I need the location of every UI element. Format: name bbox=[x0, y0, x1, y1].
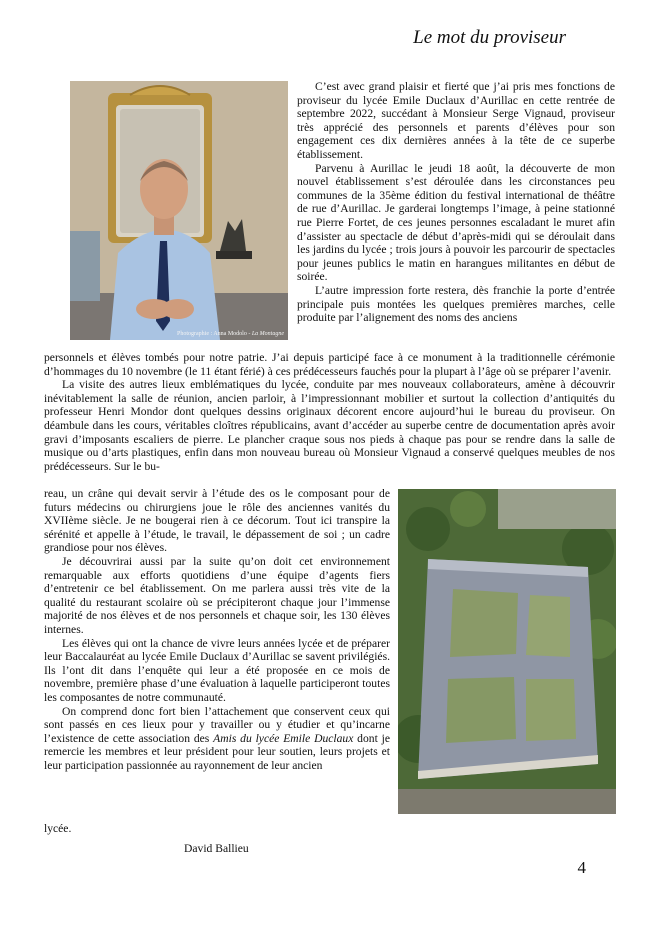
signature: David Ballieu bbox=[184, 842, 249, 855]
page-title: Le mot du proviseur bbox=[413, 27, 566, 48]
paragraph-3-end: personnels et élèves tombés pour notre patrie. J’ai depuis participé face à ce monument à la traditionnelle cérémonie d’hommages du 10 novembre (le 11 étant férié) à ces prédécesseurs fauchés pour la plupart à l’âge où se préparer l’avenir. bbox=[44, 351, 615, 378]
text-block-top bbox=[297, 80, 615, 325]
association-name: Amis du lycée Emile Duclaux bbox=[213, 731, 354, 745]
paragraph-4-end: reau, un crâne qui devait servir à l’étude des os le composant pour de futurs médecins ou chirurgiens joue le rôle des anciennes vanités du XVIIème siècle. Je ne bougerai rien à ce décorum. Tout ici transpire la sérénité et appelle à l’étude, le travail, le dépassement de soi ; un cadre grandiose pour nos élèves. bbox=[44, 487, 390, 555]
portrait-photo bbox=[70, 81, 288, 340]
aerial-photo bbox=[398, 489, 616, 814]
paragraph-7: On comprend donc fort bien l’attachement que conservent ceux qui sont passés en ces lieux pour y travailler ou y étudier et qu’incarne l’existence de cette association des Amis du lycée Emile Duclaux dont je remercie les membres et leur président pour leur soutien, leurs projets et leur participation passionnée au rayonnement de leur ancien bbox=[44, 704, 390, 772]
paragraph-6: Les élèves qui ont la chance de vivre leurs années lycée et de préparer leur Baccalauréat au lycée Emile Duclaux d’Aurillac se savent privilégiés. Ils l’ont dit dans l’enquête qui leur a été proposée en ce mois de novembre, première phase d’une évaluation à laquelle participeront toutes les composantes de notre communauté. bbox=[44, 636, 390, 704]
portrait-illustration bbox=[70, 81, 288, 340]
photo-credit: Photographie : Anna Modolo - La Montagne bbox=[177, 331, 284, 337]
paragraph-7-last: lycée. bbox=[44, 822, 72, 835]
text-block-middle bbox=[44, 351, 615, 473]
paragraph-2: Parvenu à Aurillac le jeudi 18 août, la découverte de mon nouvel établissement s’est déroulée dans les circonstances peu communes de la 35ème édition du festival international de théâtre de rue d’Aurillac. Je garderai longtemps l’image, à peine stationné rue Pierre Fortet, de ces jeunes personnes escaladant le muret afin d’assister au spectacle de début d’après-midi qui se déroulait dans les jardins du lycée ; trois jours à pouvoir les parcourir de spectacles pour jeunes publics le matin en harangues militantes en début de soirée. bbox=[297, 161, 615, 284]
paragraph-4-start: La visite des autres lieux emblématiques du lycée, conduite par mes nouveaux collaborateurs, amène à découvrir inévitablement la salle de réunion, ancien parloir, à l’impressionnant mobilier et surtout la collection d’antiquités du professeur Henri Mondor dont quelques dessins originaux décorent encore aujourd’hui le bureau du proviseur. On déambule dans les cours, véritables cloîtres républicains, avant d’accéder au superbe centre de documentation après avoir gravi d’imposants escaliers de pierre. Le plancher craque sous nos pieds à chaque pas pour se rendre dans la salle de musique ou d’arts plastiques, enfin dans mon nouveau bureau où Monsieur Vignaud a conservé quelques meubles de nos prédécesseurs. Sur le bu- bbox=[44, 378, 615, 473]
text-block-bottom bbox=[44, 822, 615, 836]
paragraph-3-start: L’autre impression forte restera, dès franchie la porte d’entrée principale puis montées les quelques premières marches, celle produite par l’alignement des noms des anciens bbox=[297, 283, 615, 325]
paragraph-5: Je découvrirai aussi par la suite qu’on doit cet environnement remarquable aux efforts quotidiens d’une équipe d’agents fiers d’entretenir ce bel établissement. On me parlera aussi très vite de la qualité du restaurant scolaire où se précipiteront chaque jour l’immense majorité de nos élèves et de nos personnels et chaque soir, les 130 élèves internes. bbox=[44, 554, 390, 636]
text-block-left bbox=[44, 487, 390, 772]
aerial-illustration bbox=[398, 489, 616, 814]
paragraph-1: C’est avec grand plaisir et fierté que j’ai pris mes fonctions de proviseur du lycée Emile Duclaux d’Aurillac en cette rentrée de septembre 2022, succédant à Monsieur Serge Vignaud, proviseur très apprécié des personnels et parents d’élèves pour son engagement ces dix dernières années à la tête de ce superbe établissement. bbox=[297, 80, 615, 161]
page-number: 4 bbox=[577, 858, 586, 877]
